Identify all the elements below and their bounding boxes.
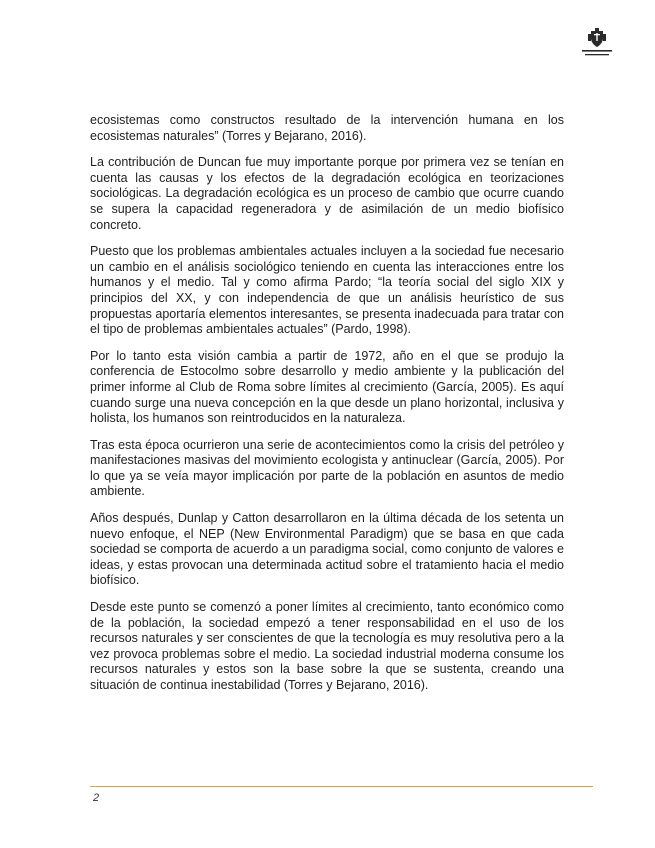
university-crest-icon [578, 28, 616, 60]
paragraph: Por lo tanto esta visión cambia a partir de 1972, año en el que se produjo la conferencia de Estocolmo sobre desarrollo y medio ambiente y la publicación del primer informe al Club de Roma sobre límites al crecimiento (García, 2005). Es aquí cuando surge una nueva concepción en la que desde un plano horizontal, inclusiva y holista, los humanos son reintroducidos en la naturaleza. [90, 348, 564, 426]
paragraph: Tras esta época ocurrieron una serie de acontecimientos como la crisis del petróleo y manifestaciones masivas del movimiento ecologista y antinuclear (García, 2005). Por lo que ya se veía mayor implicación por parte de la población en asuntos de medio ambiente. [90, 437, 564, 499]
paragraph: Desde este punto se comenzó a poner límites al crecimiento, tanto económico como de la población, la sociedad empezó a tener responsabilidad en el uso de los recursos naturales y ser conscientes de que la tecnología es muy resolutiva pero a la vez provoca problemas sobre el medio. La sociedad industrial moderna consume los recursos naturales y estos son la base sobre la que se sustenta, creando una situación de continua inestabilidad (Torres y Bejarano, 2016). [90, 600, 564, 692]
paragraph: Años después, Dunlap y Catton desarrollaron en la última década de los setenta un nuevo enfoque, el NEP (New Environmental Paradigm) que se basa en que cada sociedad se comporta de acuerdo a un paradigma social, como conjunto de valores e ideas, y estas provocan una determinada actitud sobre el tratamiento hacia el medio biofísico. [90, 511, 564, 588]
page-number: 2 [93, 792, 100, 804]
document-body [90, 113, 564, 705]
paragraph: Puesto que los problemas ambientales actuales incluyen a la sociedad fue necesario un cambio en el análisis sociológico teniendo en cuenta las interacciones entre los humanos y el medio. Tal y como afirma Pardo; “la teoría social del siglo XIX y principios del XX, y con independencia de que un análisis heurístico de sus propuestas aportaría elementos interesantes, se presenta inadecuada para tratar con el tipo de problemas ambientales actuales” (Pardo, 1998). [90, 244, 564, 337]
paragraph: La contribución de Duncan fue muy importante porque por primera vez se tenían en cuenta las causas y los efectos de la degradación ecológica en teorizaciones sociológicas. La degradación ecológica es un proceso de cambio que ocurre cuando se supera la capacidad regeneradora y de asimilación de un medio biofísico concreto. [90, 155, 564, 232]
paragraph: ecosistemas como constructos resultado de la intervención humana en los ecosistemas naturales” (Torres y Bejarano, 2016). [90, 113, 564, 143]
footer-divider [90, 786, 593, 787]
